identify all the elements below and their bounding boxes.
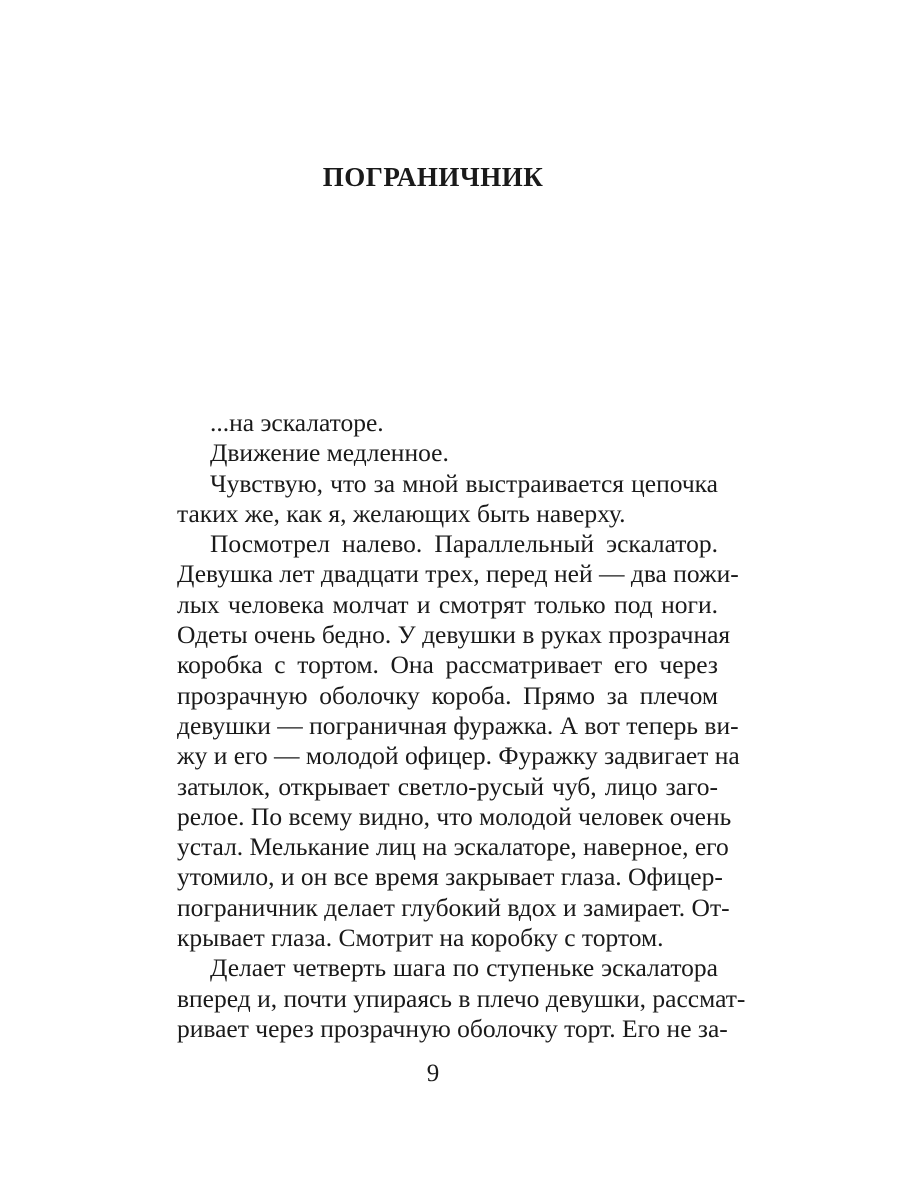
text-line: лых человека молчат и смотрят только под ноги. [177, 589, 718, 619]
text-line: Движение медленное. [210, 438, 449, 468]
text-line: прозрачную оболочку короба. Прямо за плечом [177, 680, 718, 710]
text-line: девушки — пограничная фуражка. А вот теперь ви- [177, 710, 739, 740]
paragraph [177, 953, 746, 1044]
body-text [177, 408, 746, 1044]
text-line: крывает глаза. Смотрит на коробку с тортом. [177, 923, 664, 953]
text-line: Девушка лет двадцати трех, перед ней — два пожи- [177, 559, 739, 589]
text-line: затылок, открывает светло-русый чуб, лицо заго- [177, 771, 718, 801]
text-line: Посмотрел налево. Параллельный эскалатор. [210, 529, 718, 559]
text-line: вперед и, почти упираясь в плечо девушки, рассмат- [177, 983, 746, 1013]
text-line: Одеты очень бедно. У девушки в руках прозрачная [177, 620, 731, 650]
text-line: устал. Мелькание лиц на эскалаторе, наверное, его [177, 832, 729, 862]
text-line: утомило, и он все время закрывает глаза. Офицер- [177, 862, 723, 892]
chapter-title: ПОГРАНИЧНИК [322, 162, 544, 192]
paragraph [177, 438, 718, 468]
text-line: релое. По всему видно, что молодой человек очень [177, 801, 732, 831]
page-number: 9 [426, 1060, 440, 1087]
text-line: Делает четверть шага по ступеньке эскалатора [210, 953, 718, 983]
text-line: таких же, как я, желающих быть наверху. [177, 498, 626, 528]
paragraph [177, 408, 718, 438]
text-line: коробка с тортом. Она рассматривает его через [177, 650, 718, 680]
text-line: Чувствую, что за мной выстраивается цепочка [210, 468, 718, 498]
text-line: ...на эскалаторе. [210, 408, 384, 437]
paragraph [177, 529, 740, 953]
text-line: ривает через прозрачную оболочку торт. Его не за- [177, 1013, 728, 1043]
paragraph [177, 469, 718, 530]
text-line: пограничник делает глубокий вдох и замирает. От- [177, 892, 730, 922]
text-line: жу и его — молодой офицер. Фуражку задвигает на [177, 741, 740, 771]
